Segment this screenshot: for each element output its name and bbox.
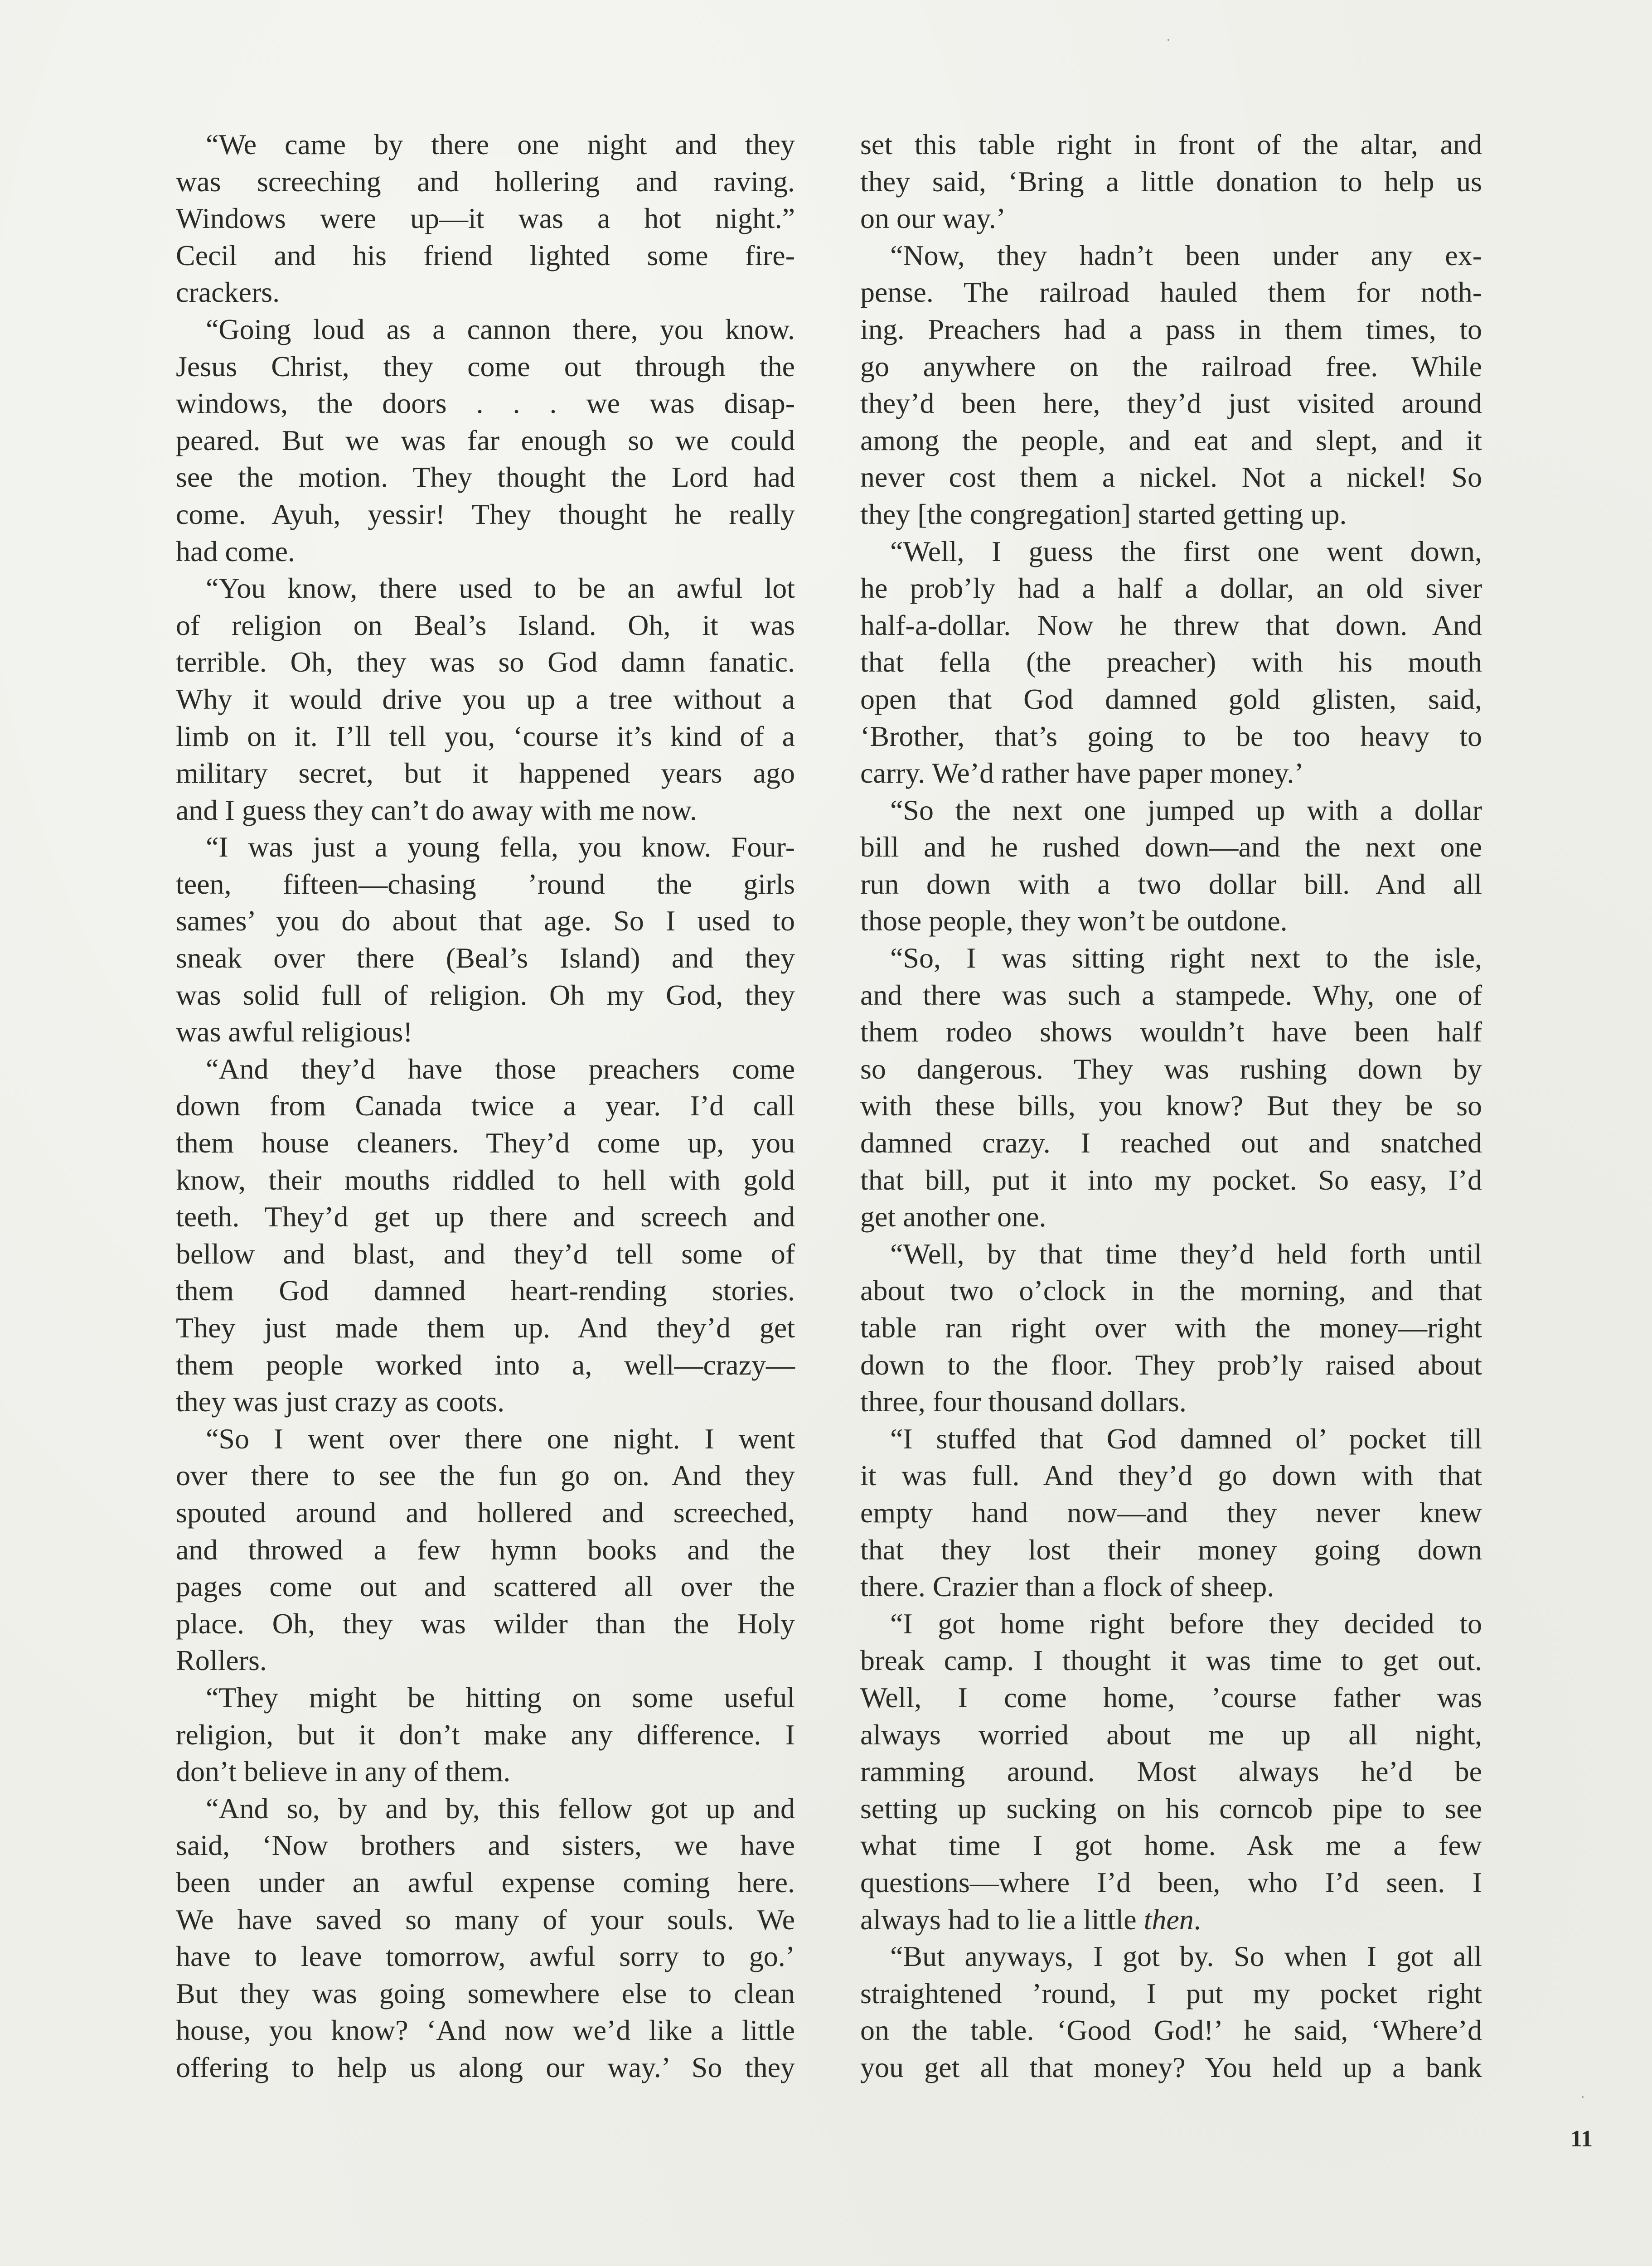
line-text: sames’ you do about that age. So I used to bbox=[176, 905, 795, 937]
text-line bbox=[176, 1383, 795, 1420]
line-text: teen, fifteen—chasing ’round the girls bbox=[176, 867, 795, 900]
line-text: carry. We’d rather have paper money.’ bbox=[860, 757, 1304, 789]
text-line bbox=[176, 607, 795, 644]
paragraph-first-line bbox=[860, 1938, 1482, 1975]
line-text: damned crazy. I reached out and snatched bbox=[860, 1127, 1482, 1159]
line-text: house, you know? ‘And now we’d like a little bbox=[176, 2014, 795, 2047]
line-text: of religion on Beal’s Island. Oh, it was bbox=[176, 609, 795, 641]
line-text: there. Crazier than a flock of sheep. bbox=[860, 1570, 1274, 1603]
text-line bbox=[176, 1087, 795, 1124]
text-line bbox=[176, 200, 795, 237]
text-line bbox=[860, 1494, 1482, 1531]
paragraph-first-line bbox=[176, 126, 795, 163]
line-text: them God damned heart-rending stories. bbox=[176, 1274, 795, 1307]
text-line bbox=[860, 1198, 1482, 1235]
text-line bbox=[860, 866, 1482, 903]
text-line bbox=[860, 126, 1482, 163]
line-text: pense. The railroad hauled them for noth- bbox=[860, 276, 1482, 309]
paper-speck bbox=[1168, 39, 1169, 41]
line-text: them house cleaners. They’d come up, you bbox=[176, 1127, 795, 1159]
text-line bbox=[860, 163, 1482, 200]
line-text: don’t believe in any of them. bbox=[176, 1755, 511, 1788]
line-text: Well, I come home, ’course father was bbox=[860, 1681, 1482, 1714]
line-text: was solid full of religion. Oh my God, they bbox=[176, 978, 795, 1011]
line-text: straightened ’round, I put my pocket right bbox=[860, 1977, 1482, 2009]
line-text: they was just crazy as coots. bbox=[176, 1385, 505, 1418]
line-text: half-a-dollar. Now he threw that down. And bbox=[860, 609, 1482, 641]
line-text: they [the congregation] started getting up. bbox=[860, 498, 1347, 530]
line-text: religion, but it don’t make any difference. I bbox=[176, 1718, 795, 1751]
line-text: been under an awful expense coming here. bbox=[176, 1866, 795, 1898]
line-text: know, their mouths riddled to hell with gold bbox=[176, 1163, 795, 1196]
line-text: ing. Preachers had a pass in them times, to bbox=[860, 313, 1482, 345]
text-line bbox=[860, 718, 1482, 755]
text-line bbox=[860, 1827, 1482, 1864]
text-line bbox=[860, 977, 1482, 1014]
line-text: ‘Brother, that’s going to be too heavy to bbox=[860, 720, 1482, 752]
line-text: have to leave tomorrow, awful sorry to go.’ bbox=[176, 1940, 795, 1973]
line-text: those people, they won’t be outdone. bbox=[860, 905, 1288, 937]
line-text: Rollers. bbox=[176, 1644, 267, 1677]
line-text: them rodeo shows wouldn’t have been half bbox=[860, 1016, 1482, 1048]
text-line bbox=[176, 1531, 795, 1569]
paragraph-first-line bbox=[860, 1420, 1482, 1457]
text-line bbox=[176, 902, 795, 939]
text-line bbox=[176, 348, 795, 385]
line-text: run down with a two dollar bill. And all bbox=[860, 867, 1482, 900]
text-line bbox=[860, 2012, 1482, 2049]
line-text: crackers. bbox=[176, 276, 280, 309]
paragraph-first-line bbox=[860, 939, 1482, 977]
text-line bbox=[176, 422, 795, 459]
text-line bbox=[860, 1272, 1482, 1309]
paragraph-first-line bbox=[860, 792, 1482, 829]
line-text: about two o’clock in the morning, and that bbox=[860, 1274, 1482, 1307]
text-line bbox=[860, 1124, 1482, 1162]
line-text: spouted around and hollered and screeched, bbox=[176, 1496, 795, 1529]
line-text: “So, I was sitting right next to the isle, bbox=[890, 942, 1482, 974]
paragraph-first-line bbox=[176, 570, 795, 607]
line-text: “But anyways, I got by. So when I got all bbox=[890, 1940, 1482, 1973]
text-line bbox=[860, 1716, 1482, 1753]
paragraph-first-line bbox=[860, 1235, 1482, 1273]
text-line bbox=[860, 422, 1482, 459]
line-text: “Well, by that time they’d held forth until bbox=[890, 1237, 1482, 1270]
paragraph-first-line bbox=[176, 1790, 795, 1827]
text-line bbox=[860, 1568, 1482, 1605]
text-line bbox=[860, 1975, 1482, 2012]
line-text: place. Oh, they was wilder than the Holy bbox=[176, 1607, 795, 1640]
text-line bbox=[176, 2012, 795, 2049]
line-text: see the motion. They thought the Lord had bbox=[176, 461, 795, 494]
text-line bbox=[860, 1051, 1482, 1088]
text-line bbox=[860, 274, 1482, 311]
line-text: military secret, but it happened years ago bbox=[176, 757, 795, 789]
text-line bbox=[176, 459, 795, 496]
line-text: down to the floor. They prob’ly raised about bbox=[860, 1348, 1482, 1381]
text-line bbox=[176, 237, 795, 274]
paragraph-first-line bbox=[176, 1679, 795, 1716]
line-text: over there to see the fun go on. And they bbox=[176, 1459, 795, 1492]
line-text: on our way.’ bbox=[860, 202, 1006, 235]
line-text: “I stuffed that God damned ol’ pocket till bbox=[890, 1422, 1482, 1455]
paragraph-first-line bbox=[176, 311, 795, 348]
text-line bbox=[176, 1568, 795, 1605]
line-text: set this table right in front of the altar, and bbox=[860, 128, 1482, 160]
text-line bbox=[176, 718, 795, 755]
text-line bbox=[860, 1753, 1482, 1790]
text-line bbox=[176, 1346, 795, 1384]
line-text: table ran right over with the money—right bbox=[860, 1312, 1482, 1344]
text-line bbox=[860, 1162, 1482, 1199]
line-text: and there was such a stampede. Why, one of bbox=[860, 978, 1482, 1011]
line-text: was awful religious! bbox=[176, 1016, 413, 1048]
line-text: ramming around. Most always he’d be bbox=[860, 1755, 1482, 1788]
text-line bbox=[860, 1642, 1482, 1679]
line-text: peared. But we was far enough so we could bbox=[176, 424, 795, 456]
line-text: open that God damned gold glisten, said, bbox=[860, 683, 1482, 715]
text-line bbox=[176, 1272, 795, 1309]
line-text: come. Ayuh, yessir! They thought he really bbox=[176, 498, 795, 530]
text-line bbox=[860, 385, 1482, 422]
text-line bbox=[860, 570, 1482, 607]
text-line bbox=[176, 2049, 795, 2086]
line-text: windows, the doors . . . we was disap- bbox=[176, 387, 795, 420]
paragraph-first-line bbox=[860, 1605, 1482, 1642]
line-text: get another one. bbox=[860, 1201, 1046, 1233]
page-number: 11 bbox=[1570, 2126, 1593, 2152]
line-text: always had to lie a little bbox=[860, 1903, 1144, 1936]
line-text: sneak over there (Beal’s Island) and they bbox=[176, 942, 795, 974]
line-text: that they lost their money going down bbox=[860, 1533, 1482, 1566]
text-line bbox=[860, 348, 1482, 385]
text-line bbox=[860, 1013, 1482, 1051]
text-line bbox=[860, 496, 1482, 533]
line-text: with these bills, you know? But they be so bbox=[860, 1089, 1482, 1122]
text-line bbox=[176, 792, 795, 829]
line-text: they’d been here, they’d just visited around bbox=[860, 387, 1482, 420]
text-line bbox=[860, 755, 1482, 792]
line-text: so dangerous. They was rushing down by bbox=[860, 1052, 1482, 1085]
line-text: But they was going somewhere else to clean bbox=[176, 1977, 795, 2009]
line-text: “I was just a young fella, you know. Four- bbox=[206, 831, 795, 863]
text-line bbox=[860, 2049, 1482, 2086]
text-line bbox=[176, 977, 795, 1014]
text-line bbox=[860, 1901, 1482, 1938]
line-text: offering to help us along our way.’ So they bbox=[176, 2051, 795, 2083]
text-line bbox=[176, 1162, 795, 1199]
text-line bbox=[176, 1494, 795, 1531]
line-text: he prob’ly had a half a dollar, an old siver bbox=[860, 572, 1482, 605]
line-text: terrible. Oh, they was so God damn fanatic. bbox=[176, 646, 795, 678]
text-line bbox=[176, 1827, 795, 1864]
text-line bbox=[176, 644, 795, 681]
paragraph-first-line bbox=[176, 828, 795, 866]
text-line bbox=[176, 755, 795, 792]
text-line bbox=[176, 1013, 795, 1051]
line-text: “So the next one jumped up with a dollar bbox=[890, 794, 1482, 826]
paragraph-first-line bbox=[860, 237, 1482, 274]
line-text: setting up sucking on his corncob pipe to see bbox=[860, 1792, 1482, 1825]
text-line bbox=[860, 902, 1482, 939]
line-text: three, four thousand dollars. bbox=[860, 1385, 1187, 1418]
text-line bbox=[176, 1198, 795, 1235]
line-text: said, ‘Now brothers and sisters, we have bbox=[176, 1829, 795, 1862]
line-text: teeth. They’d get up there and screech and bbox=[176, 1201, 795, 1233]
line-text: empty hand now—and they never knew bbox=[860, 1496, 1482, 1529]
text-line bbox=[176, 866, 795, 903]
text-line bbox=[860, 311, 1482, 348]
text-line bbox=[176, 1605, 795, 1642]
italic-emphasis: then bbox=[1143, 1903, 1194, 1936]
paragraph-first-line bbox=[176, 1051, 795, 1088]
text-line bbox=[860, 1383, 1482, 1420]
line-text: what time I got home. Ask me a few bbox=[860, 1829, 1482, 1862]
text-line bbox=[176, 1642, 795, 1679]
line-text: down from Canada twice a year. I’d call bbox=[176, 1089, 795, 1122]
line-text: go anywhere on the railroad free. While bbox=[860, 350, 1482, 383]
text-line bbox=[860, 1087, 1482, 1124]
line-text: was screeching and hollering and raving. bbox=[176, 165, 795, 198]
line-text: had come. bbox=[176, 535, 295, 567]
text-line bbox=[176, 1235, 795, 1273]
paper-speck bbox=[1582, 2096, 1584, 2098]
text-line bbox=[176, 681, 795, 718]
line-text: it was full. And they’d go down with that bbox=[860, 1459, 1482, 1492]
line-text: “So I went over there one night. I went bbox=[206, 1422, 795, 1455]
line-text: questions—where I’d been, who I’d seen. I bbox=[860, 1866, 1482, 1898]
paragraph-first-line bbox=[176, 1420, 795, 1457]
text-line bbox=[176, 533, 795, 570]
text-line bbox=[860, 1864, 1482, 1901]
line-text: “I got home right before they decided to bbox=[890, 1607, 1482, 1640]
line-text: Windows were up—it was a hot night.” bbox=[176, 202, 795, 235]
line-text: “You know, there used to be an awful lot bbox=[206, 572, 795, 605]
line-text: “They might be hitting on some useful bbox=[206, 1681, 795, 1714]
line-text: and I guess they can’t do away with me now. bbox=[176, 794, 697, 826]
line-text: bill and he rushed down—and the next one bbox=[860, 831, 1482, 863]
line-text: Why it would drive you up a tree without a bbox=[176, 683, 795, 715]
line-text: you get all that money? You held up a bank bbox=[860, 2051, 1482, 2083]
right-text-column bbox=[860, 126, 1482, 2086]
text-line bbox=[860, 1346, 1482, 1384]
line-text: “Now, they hadn’t been under any ex- bbox=[890, 239, 1482, 271]
text-line bbox=[176, 1124, 795, 1162]
text-line bbox=[176, 1457, 795, 1494]
text-line bbox=[176, 1309, 795, 1346]
line-text: “Well, I guess the first one went down, bbox=[890, 535, 1482, 567]
text-line bbox=[860, 681, 1482, 718]
text-line bbox=[176, 496, 795, 533]
paragraph-first-line bbox=[860, 533, 1482, 570]
text-line bbox=[860, 1790, 1482, 1827]
line-text: We have saved so many of your souls. We bbox=[176, 1903, 795, 1936]
text-line bbox=[176, 274, 795, 311]
line-text: “And they’d have those preachers come bbox=[206, 1052, 795, 1085]
line-text: never cost them a nickel. Not a nickel! So bbox=[860, 461, 1482, 494]
text-line bbox=[176, 1716, 795, 1753]
text-line bbox=[860, 1679, 1482, 1716]
text-line bbox=[860, 1309, 1482, 1346]
line-text: bellow and blast, and they’d tell some of bbox=[176, 1237, 795, 1270]
line-punctuation: . bbox=[1193, 1903, 1201, 1936]
text-line bbox=[860, 200, 1482, 237]
text-line bbox=[860, 459, 1482, 496]
text-line bbox=[860, 607, 1482, 644]
line-text: “We came by there one night and they bbox=[206, 128, 795, 160]
text-line bbox=[860, 1457, 1482, 1494]
text-line bbox=[176, 1901, 795, 1938]
left-text-column bbox=[176, 126, 795, 2086]
text-line bbox=[176, 939, 795, 977]
line-text: limb on it. I’ll tell you, ‘course it’s kind of a bbox=[176, 720, 795, 752]
text-line bbox=[860, 1531, 1482, 1569]
line-text: that bill, put it into my pocket. So easy, I’d bbox=[860, 1163, 1482, 1196]
text-line bbox=[176, 1753, 795, 1790]
text-line bbox=[860, 644, 1482, 681]
line-text: break camp. I thought it was time to get out. bbox=[860, 1644, 1482, 1677]
line-text: “Going loud as a cannon there, you know. bbox=[206, 313, 795, 345]
line-text: Cecil and his friend lighted some fire- bbox=[176, 239, 795, 271]
text-line bbox=[176, 1864, 795, 1901]
line-text: always worried about me up all night, bbox=[860, 1718, 1482, 1751]
line-text: pages come out and scattered all over the bbox=[176, 1570, 795, 1603]
line-text: them people worked into a, well—crazy— bbox=[176, 1348, 795, 1381]
line-text: on the table. ‘Good God!’ he said, ‘Where’d bbox=[860, 2014, 1482, 2047]
line-text: They just made them up. And they’d get bbox=[176, 1312, 795, 1344]
line-text: they said, ‘Bring a little donation to help us bbox=[860, 165, 1482, 198]
line-text: Jesus Christ, they come out through the bbox=[176, 350, 795, 383]
text-line bbox=[176, 1975, 795, 2012]
text-line bbox=[176, 163, 795, 200]
text-line bbox=[176, 1938, 795, 1975]
line-text: that fella (the preacher) with his mouth bbox=[860, 646, 1482, 678]
line-text: and throwed a few hymn books and the bbox=[176, 1533, 795, 1566]
line-text: among the people, and eat and slept, and it bbox=[860, 424, 1482, 456]
line-text: “And so, by and by, this fellow got up and bbox=[206, 1792, 795, 1825]
text-line bbox=[176, 385, 795, 422]
text-line bbox=[860, 828, 1482, 866]
